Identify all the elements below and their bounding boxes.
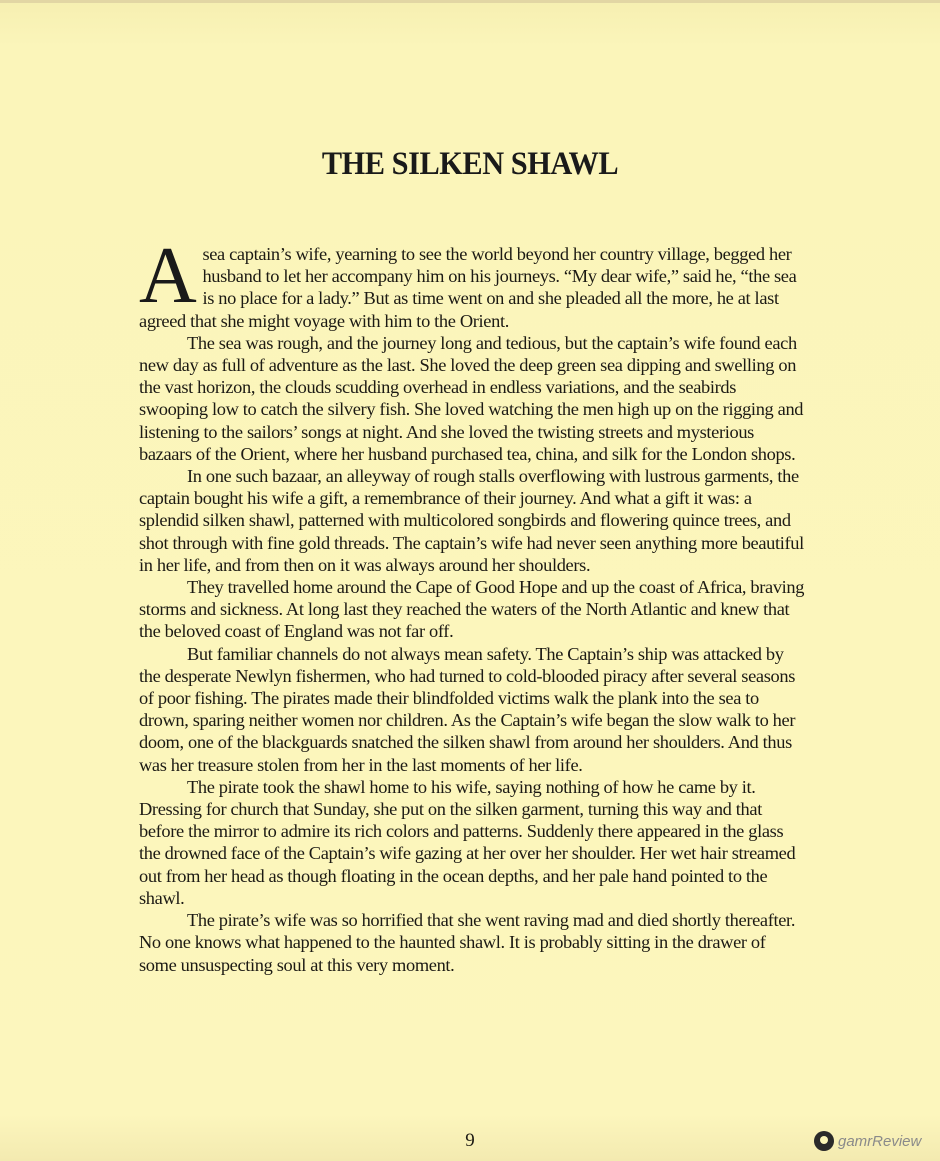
drop-cap: A xyxy=(139,232,197,320)
story-paragraph: The pirate took the shawl home to his wife, saying nothing of how he came by it. Dressing for church that Sunday, she put on the silken garment, turning this way and that before the mirror to admire its rich colors and patterns. Suddenly there appeared in the glass the drowned face of the Captain’s wife gazing at her over her shoulder. Her wet hair streamed out from her head as though floating in the ocean depths, and her pale hand pointed to the shawl. xyxy=(139,776,796,908)
watermark xyxy=(814,1128,921,1154)
watermark-text: gamrReview xyxy=(838,1132,922,1150)
page-number: 9 xyxy=(465,1130,475,1151)
story-paragraph: The sea was rough, and the journey long and tedious, but the captain’s wife found each new day as full of adventure as the last. She loved the deep green sea dipping and swelling on the vast horizon, the clouds scudding overhead in endless variations, and the seabirds swooping low to catch the silvery fish. She loved watching the men high up on the rigging and listening to the sailors’ songs at night. And she loved the twisting streets and mysterious bazaars of the Orient, where her husband purchased tea, china, and silk for the London shops. xyxy=(139,332,804,464)
story-body xyxy=(139,232,805,976)
story-paragraph: A sea captain’s wife, yearning to see the world beyond her country village, begged her husband to let her accompany him on his journeys. “My dear wife,” said he, “the sea is no place for a lady.” But as time went on and she pleaded all the more, he at last agreed that she might voyage with him to the Orient. xyxy=(139,232,797,331)
story-paragraph: But familiar channels do not always mean safety. The Captain’s ship was attacked by the desperate Newlyn fishermen, who had turned to cold-blooded piracy after several seasons of poor fishing. The pirates made their blindfolded victims walk the plank into the sea to drown, sparing neither women nor children. As the Captain’s wife began the slow walk to her doom, one of the blackguards snatched the silken shawl from around her shoulders. And thus was her treasure stolen from her in the last moments of her life. xyxy=(139,643,796,775)
story-paragraph: They travelled home around the Cape of Good Hope and up the coast of Africa, braving storms and sickness. At long last they reached the waters of the North Atlantic and knew that the beloved coast of England was not far off. xyxy=(139,577,805,642)
story-paragraph: In one such bazaar, an alleyway of rough stalls overflowing with lustrous garments, the captain bought his wife a gift, a remembrance of their journey. And what a gift it was: a splendid silken shawl, patterned with multicolored songbirds and flowering quince trees, and shot through with fine gold threads. The captain’s wife had never seen anything more beautiful in her life, and from then on it was always around her shoulders. xyxy=(139,466,804,575)
page-title: THE SILKEN SHAWL xyxy=(321,146,619,182)
gamrreview-logo-icon xyxy=(814,1131,834,1151)
story-paragraph: The pirate’s wife was so horrified that she went raving mad and died shortly thereafter. No one knows what happened to the haunted shawl. It is probably sitting in the drawer of some unsuspecting soul at this very moment. xyxy=(139,910,796,975)
top-edge-rule xyxy=(0,0,940,3)
